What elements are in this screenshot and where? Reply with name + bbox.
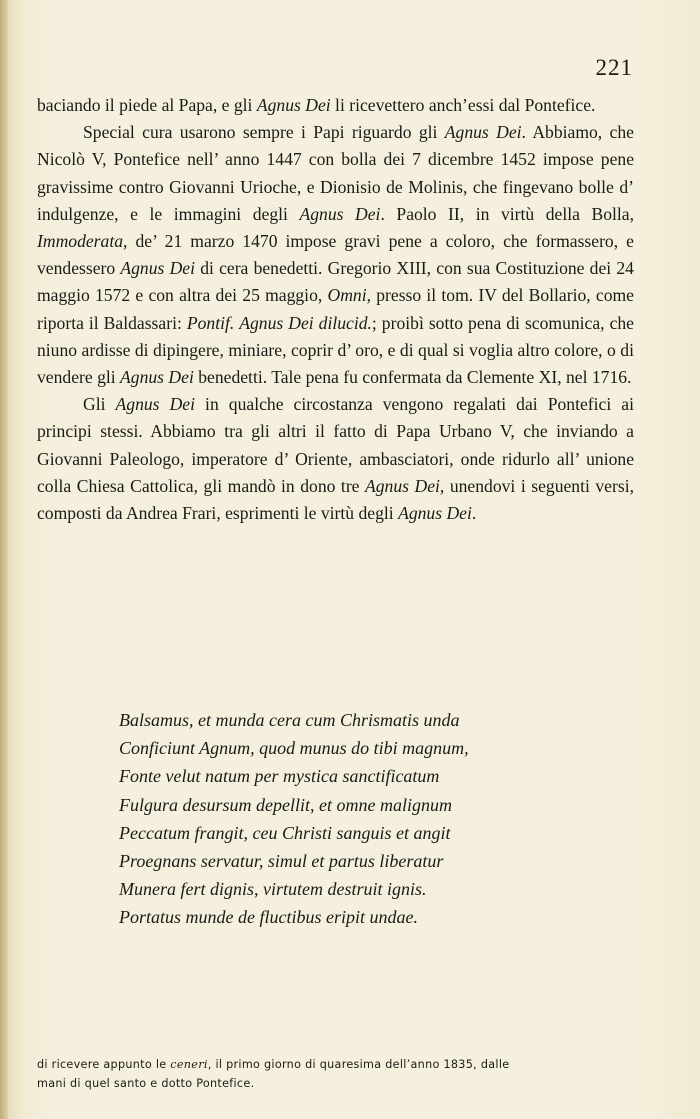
- verse-line: Portatus munde de fluctibus eripit undae.: [119, 907, 418, 928]
- page-gutter: [0, 0, 8, 1119]
- paragraph-continuation: baciando il piede al Papa, e gli Agnus Dei li ricevettero anch’essi dal Pontefice.: [37, 95, 596, 115]
- verse-line: Munera fert dignis, virtutem destruit ignis.: [119, 879, 427, 900]
- footnote-line: mani di quel santo e dotto Pontefice.: [37, 1077, 255, 1091]
- verse-line: Conficiunt Agnum, quod munus do tibi magnum,: [119, 738, 469, 759]
- verse-line: Peccatum frangit, ceu Christi sanguis et angit: [119, 822, 451, 843]
- body-text: [37, 92, 634, 527]
- verse-line: Fulgura desursum depellit, et omne malignum: [119, 794, 452, 815]
- paragraph-gifts-to-princes: Gli Agnus Dei in qualche circostanza vengono regalati dai Pontefici ai principi stessi. Abbiamo tra gli altri il fatto di Papa Urbano V, che inviando a Giovanni Paleologo, imperatore d’ Oriente, ambasciatori, onde ridurlo all’ unione colla Chiesa Cattolica, gli mandò in dono tre Agnus Dei, unendovi i seguenti versi, composti da Andrea Frari, esprimenti le virtù degli Agnus Dei.: [37, 394, 634, 524]
- verse-line: Fonte velut natum per mystica sanctificatum: [119, 766, 440, 787]
- footnote-line: di ricevere appunto le ceneri, il primo giorno di quaresima dell’anno 1835, dalle: [37, 1058, 510, 1071]
- verse-line: Balsamus, et munda cera cum Chrismatis unda: [119, 710, 460, 730]
- footnote: [37, 1055, 634, 1094]
- paragraph-papal-bulls: Special cura usarono sempre i Papi riguardo gli Agnus Dei. Abbiamo, che Nicolò V, Pontefice nell’ anno 1447 con bolla dei 7 dicembre 1452 impose pene gravissime contro Giovanni Urioche, e Dionisio de Molinis, che fingevano bolle d’ indulgenze, e le immagini degli Agnus Dei. Paolo II, in virtù della Bolla, Immoderata, de’ 21 marzo 1470 impose gravi pene a coloro, che formassero, e vendessero Agnus Dei di cera benedetti. Gregorio XIII, con sua Costituzione dei 24 maggio 1572 e con altra dei 25 maggio, Omni, presso il tom. IV del Bollario, come riporta il Baldassari: Pontif. Agnus Dei dilucid.; proibì sotto pena di scomunica, che niuno ardisse di dipingere, miniare, coprir d’ oro, e di qual si voglia altro colore, o di vendere gli Agnus Dei benedetti. Tale pena fu confermata da Clemente XI, nel 1716.: [37, 122, 634, 388]
- latin-verse: [119, 706, 599, 932]
- page-number: 221: [595, 55, 633, 80]
- verse-line: Proegnans servatur, simul et partus liberatur: [119, 851, 444, 872]
